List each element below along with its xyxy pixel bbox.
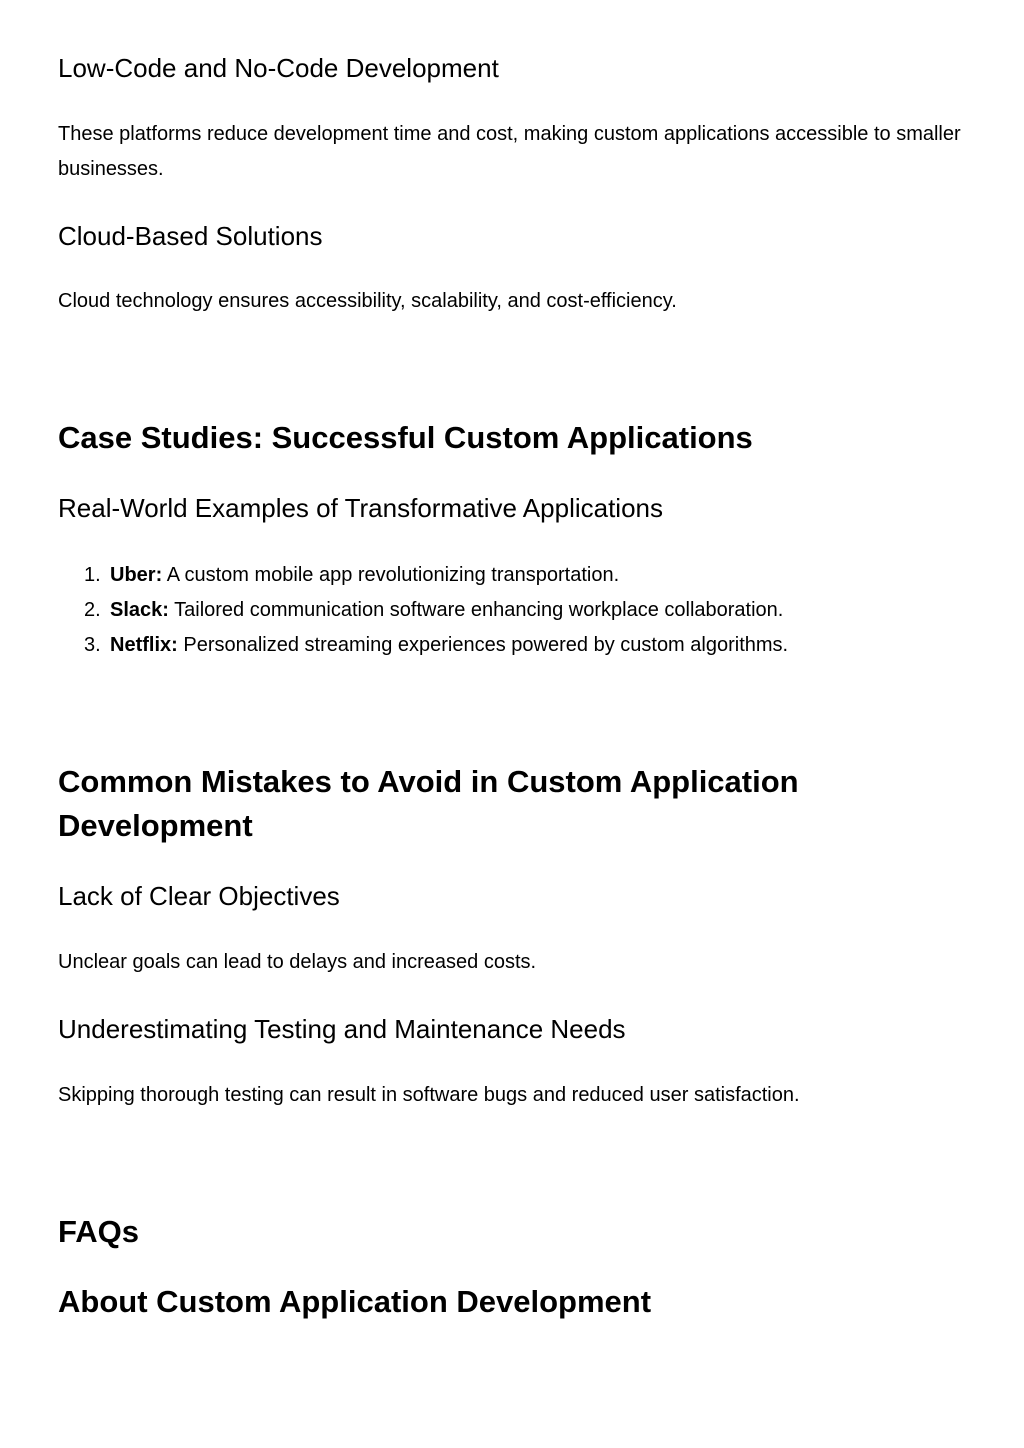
list-item-number: 2.	[84, 599, 101, 621]
list-item-title: Slack:	[110, 599, 169, 621]
subheading-real-world-examples: Real-World Examples of Transformative Applications	[58, 493, 663, 523]
list-item	[58, 558, 788, 593]
list-item-title: Netflix:	[110, 634, 178, 656]
heading-faqs: FAQs	[58, 1214, 139, 1249]
list-item-text: Personalized streaming experiences powered by custom algorithms.	[177, 634, 789, 656]
paragraph-underestimating-testing: Skipping thorough testing can result in software bugs and reduced user satisfaction.	[58, 1084, 800, 1106]
list-item-text: Tailored communication software enhancing workplace collaboration.	[168, 599, 784, 621]
heading-underestimating-testing: Underestimating Testing and Maintenance Needs	[58, 1014, 626, 1044]
paragraph-low-code: These platforms reduce development time and cost, making custom applications accessible to smaller businesses.	[58, 123, 961, 180]
heading-common-mistakes: Common Mistakes to Avoid in Custom Application Development	[58, 764, 799, 843]
heading-lack-of-objectives: Lack of Clear Objectives	[58, 881, 340, 911]
heading-case-studies: Case Studies: Successful Custom Applications	[58, 420, 753, 455]
list-item	[58, 628, 788, 663]
list-item-number: 3.	[84, 634, 101, 656]
paragraph-cloud-based: Cloud technology ensures accessibility, scalability, and cost-efficiency.	[58, 290, 677, 312]
list-item-number: 1.	[84, 564, 101, 586]
heading-cloud-based: Cloud-Based Solutions	[58, 221, 323, 251]
list-item	[58, 593, 788, 628]
paragraph-lack-of-objectives: Unclear goals can lead to delays and increased costs.	[58, 951, 537, 973]
list-item-title: Uber:	[110, 564, 163, 586]
list-item-text: A custom mobile app revolutionizing transportation.	[162, 564, 620, 586]
case-studies-list	[58, 558, 788, 663]
heading-about-custom-development: About Custom Application Development	[58, 1284, 652, 1319]
heading-low-code: Low-Code and No-Code Development	[58, 53, 499, 83]
